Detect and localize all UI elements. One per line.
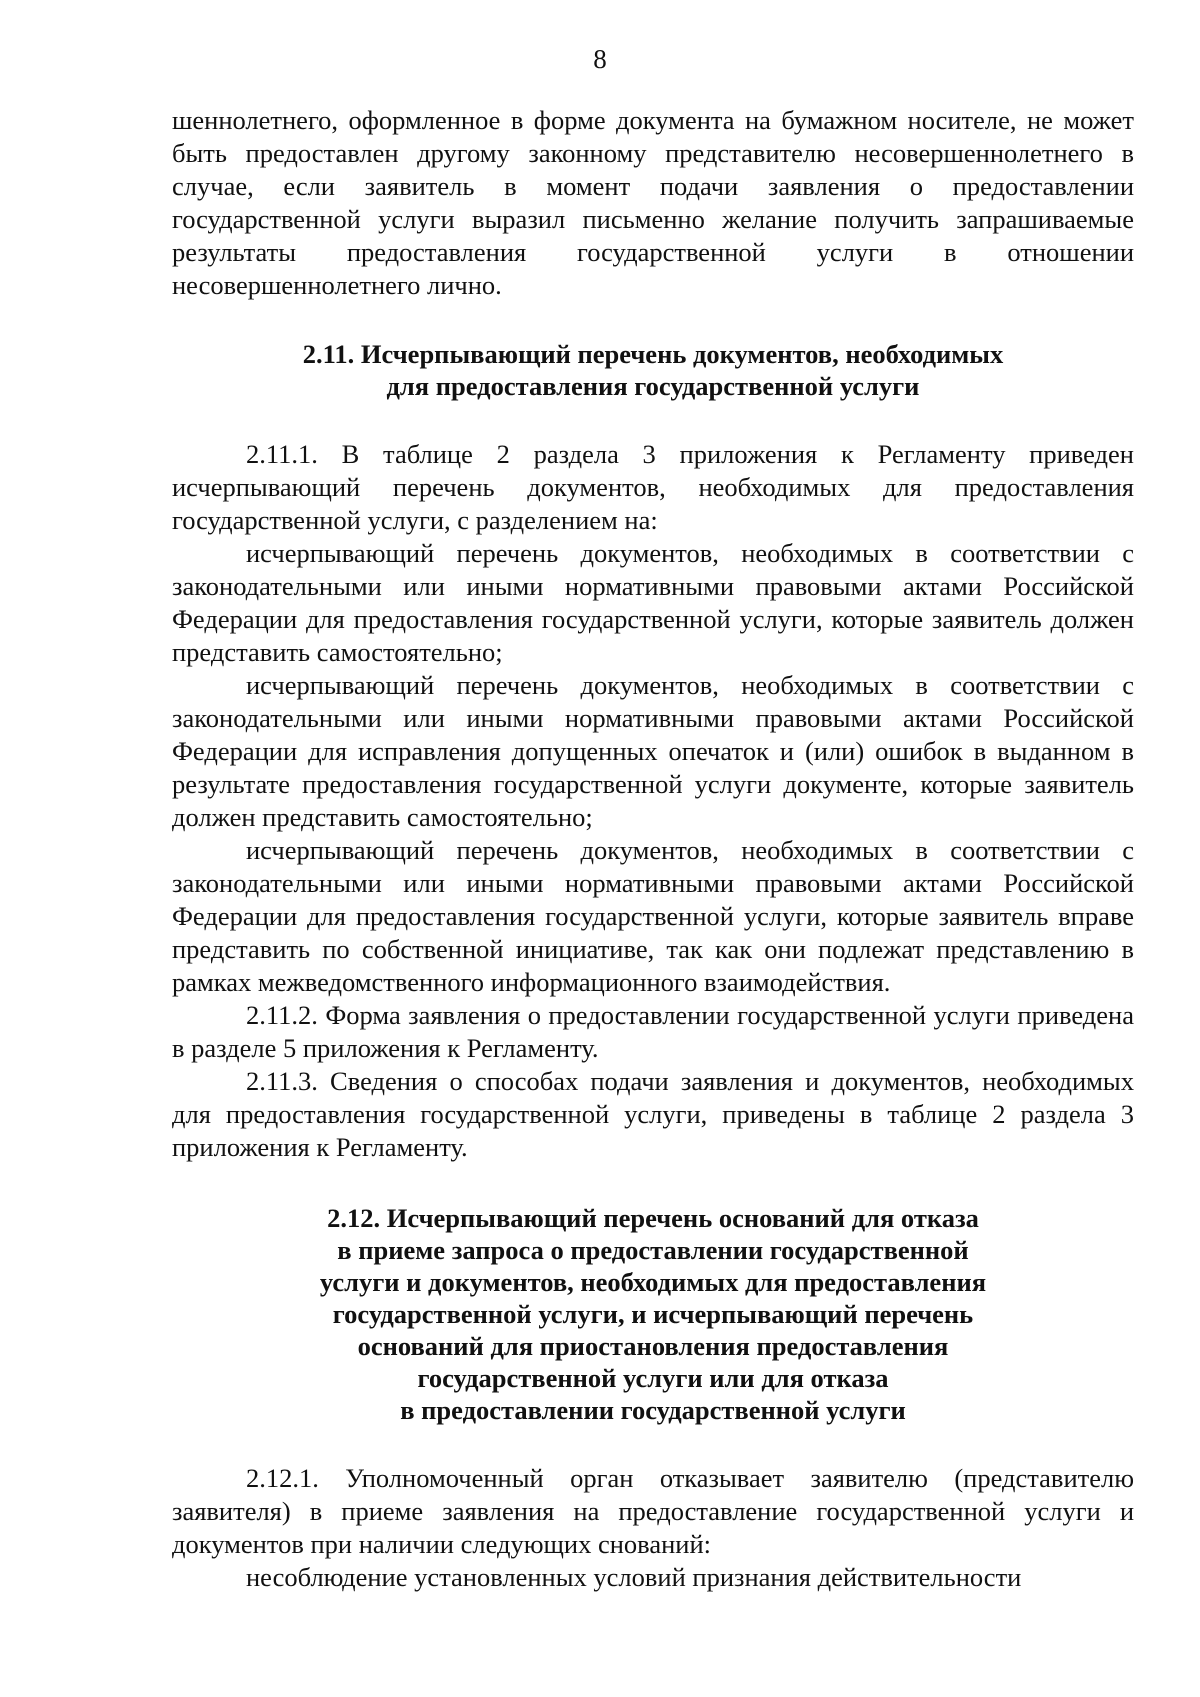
heading-line: 2.12. Исчерпывающий перечень оснований для отказа [327,1203,979,1233]
heading-line: для предоставления государственной услуги [386,371,920,401]
page-number: 8 [593,44,607,74]
section-heading-2-11 [172,338,1134,402]
paragraph-2-11-1: 2.11.1. В таблице 2 раздела 3 приложения к Регламенту приведен исчерпывающий перечень документов, необходимых для предоставления государственной услуги, с разделением на: [172,439,1134,535]
heading-line: оснований для приостановления предоставления [357,1331,949,1361]
heading-line: государственной услуги или для отказа [417,1363,889,1393]
list-item-paragraph: исчерпывающий перечень документов, необходимых в соответствии с законодательными или иными нормативными правовыми актами Российской Федерации для исправления допущенных опечаток и (или) ошибок в выданном в результате предоставления государственной услуги документе, которые заявитель должен представить самостоятельно; [172,670,1134,832]
list-item-paragraph: исчерпывающий перечень документов, необходимых в соответствии с законодательными или иными нормативными правовыми актами Российской Федерации для предоставления государственной услуги, которые заявитель должен представить самостоятельно; [172,538,1134,667]
heading-line: в предоставлении государственной услуги [400,1395,906,1425]
list-item-paragraph: несоблюдение установленных условий признания действительности [246,1562,1022,1592]
list-item-paragraph: исчерпывающий перечень документов, необходимых в соответствии с законодательными или иными нормативными правовыми актами Российской Федерации для предоставления государственной услуги, которые заявитель вправе представить по собственной инициативе, так как они подлежат представлению в рамках межведомственного информационного взаимодействия. [172,835,1134,997]
heading-line: услуги и документов, необходимых для предоставления [319,1267,987,1297]
heading-line: в приеме запроса о предоставлении государственной [337,1235,969,1265]
section-heading-2-12 [172,1202,1134,1426]
document-body [172,104,1134,1594]
continued-paragraph: шеннолетнего, оформленное в форме документа на бумажном носителе, не может быть предоставлен другому законному представителю несовершеннолетнего в случае, если заявитель в момент подачи заявления о предоставлении государственной услуги выразил письменно желание получить запрашиваемые результаты предоставления государственной услуги в отношении несовершеннолетнего лично. [172,105,1134,300]
heading-line: государственной услуги, и исчерпывающий перечень [332,1299,974,1329]
paragraph-2-12-1: 2.12.1. Уполномоченный орган отказывает заявителю (представителю заявителя) в приеме заявления на предоставление государственной услуги и документов при наличии следующих снований: [172,1463,1134,1559]
paragraph-2-11-3: 2.11.3. Сведения о способах подачи заявления и документов, необходимых для предоставления государственной услуги, приведены в таблице 2 раздела 3 приложения к Регламенту. [172,1066,1134,1162]
heading-line: 2.11. Исчерпывающий перечень документов, необходимых [302,339,1004,369]
paragraph-2-11-2: 2.11.2. Форма заявления о предоставлении государственной услуги приведена в разделе 5 приложения к Регламенту. [172,1000,1134,1063]
